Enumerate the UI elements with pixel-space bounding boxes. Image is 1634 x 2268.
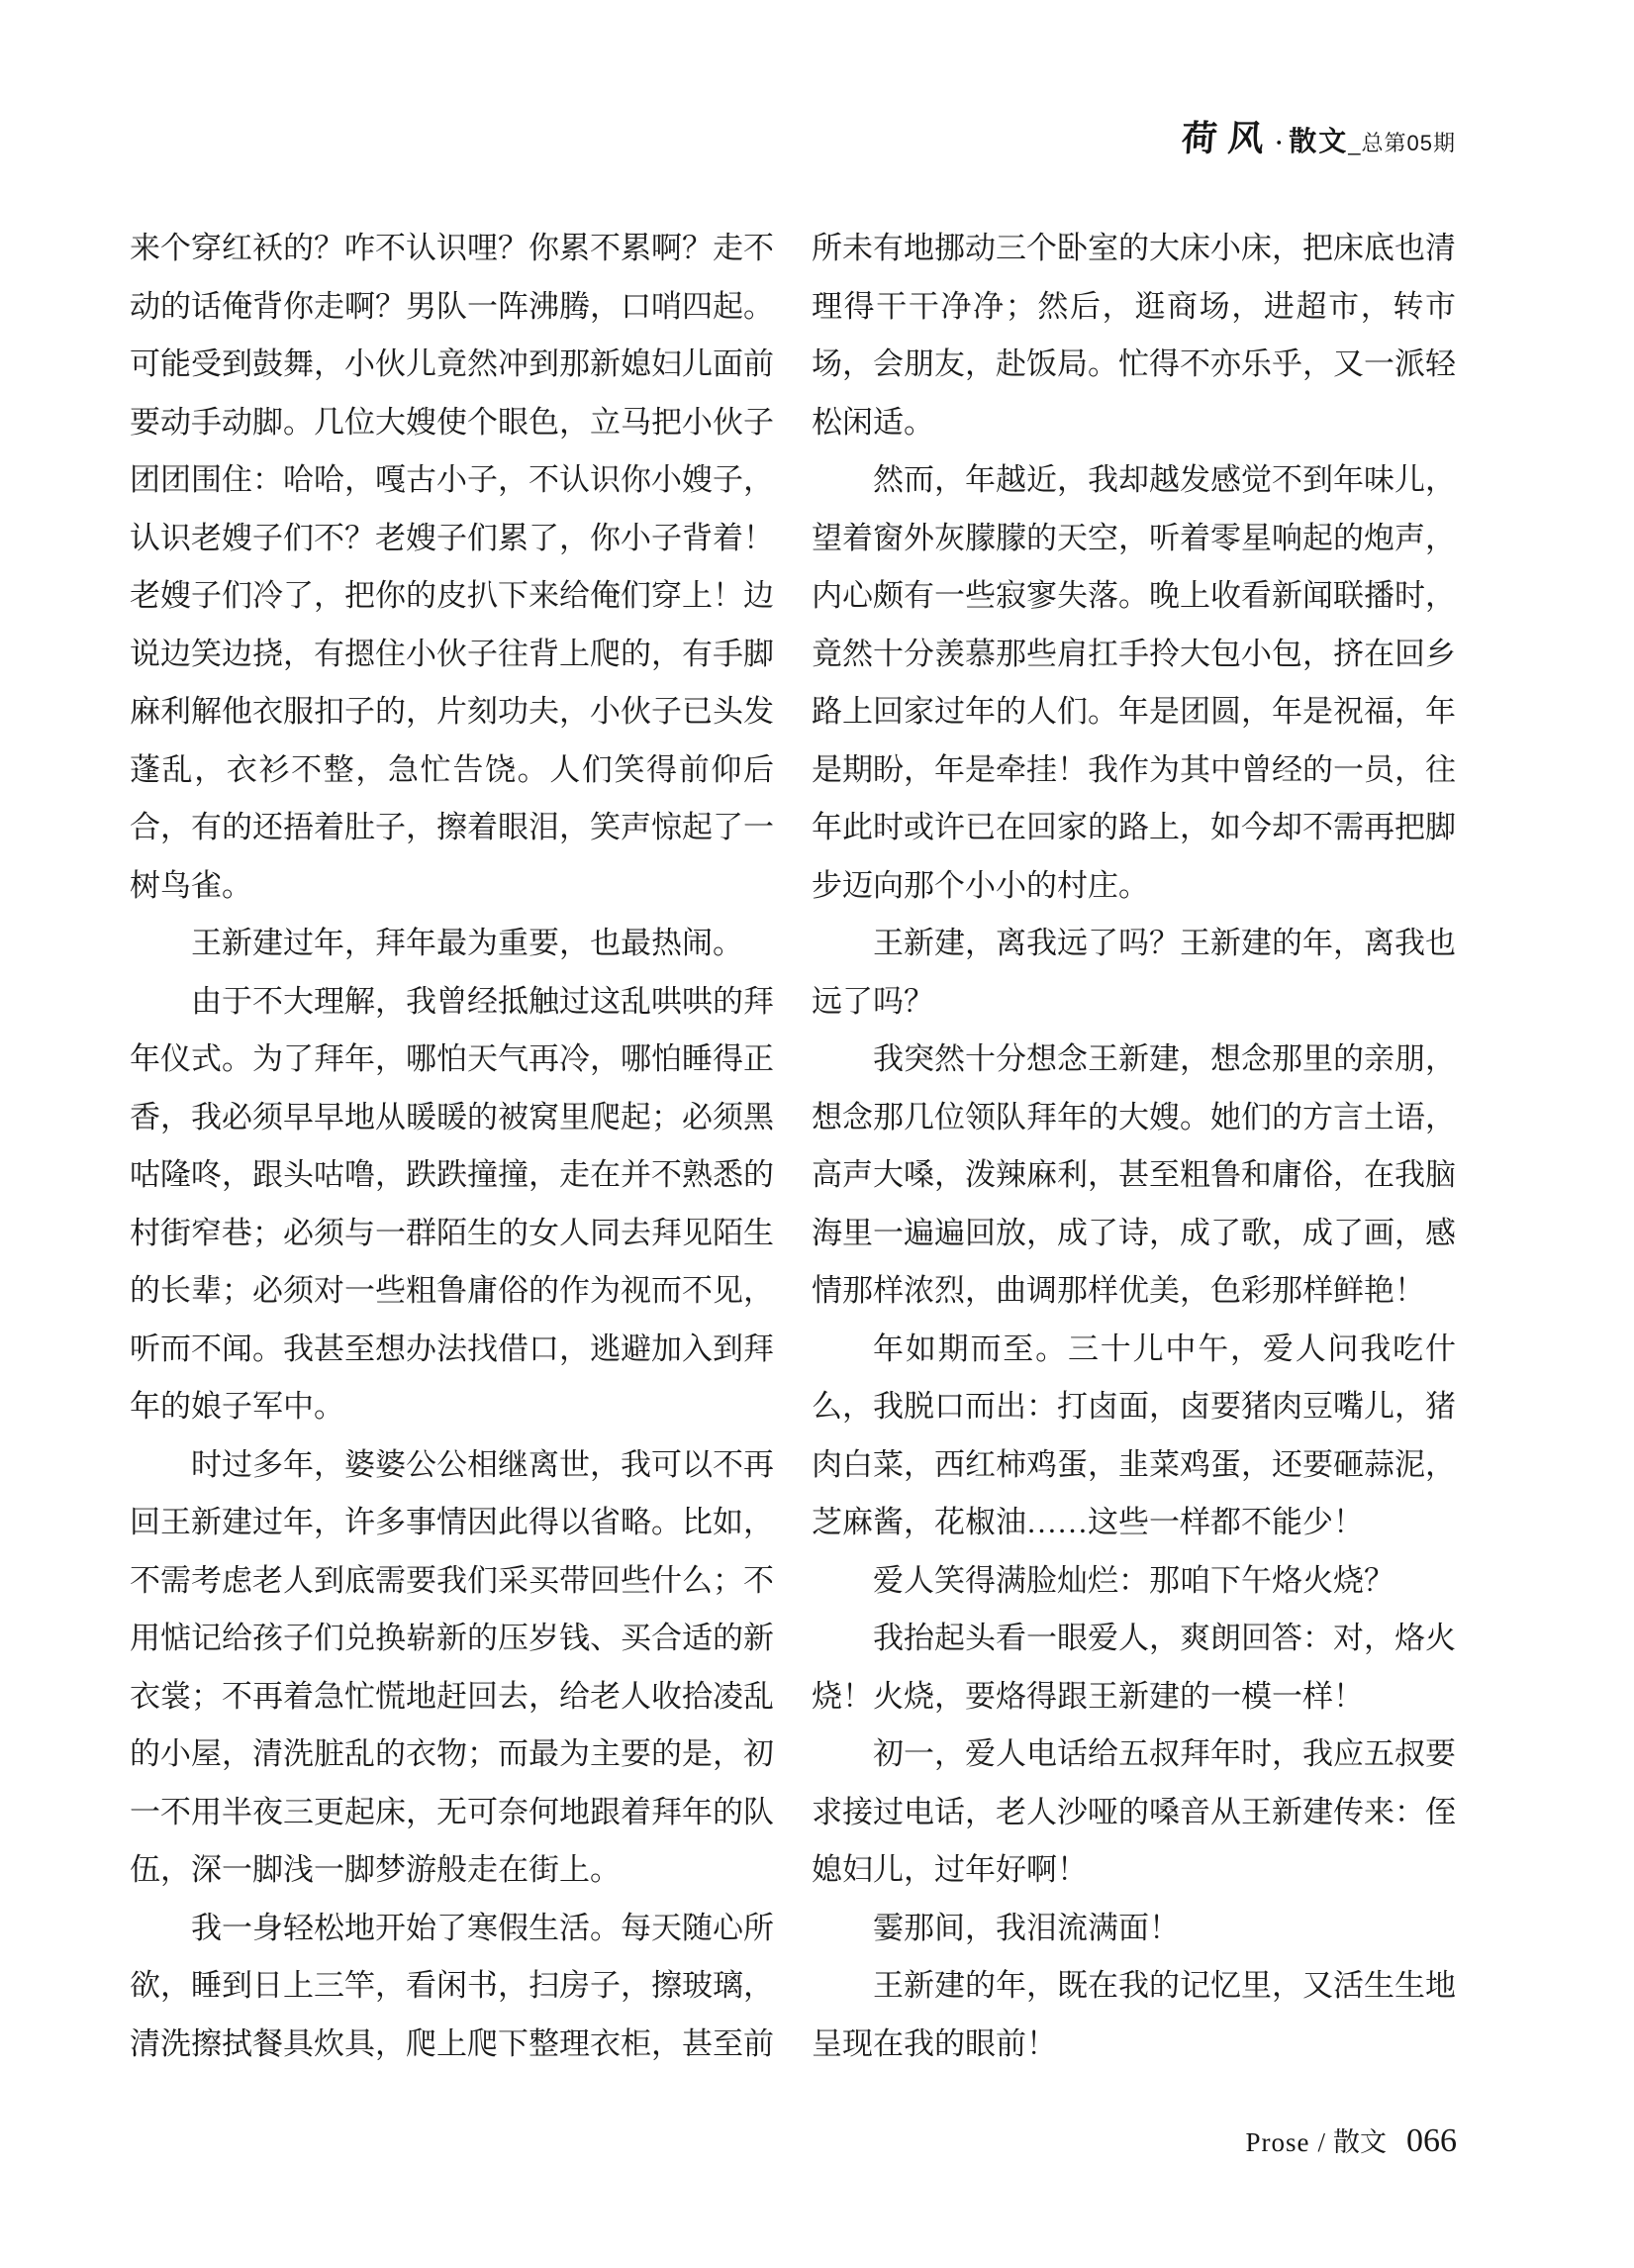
brand-category-label: 散文 xyxy=(1289,126,1349,156)
paragraph: 王新建过年，拜年最为重要，也最热闹。 xyxy=(191,926,743,960)
brand-script-logo: 荷风 xyxy=(1180,119,1277,158)
footer-section-label-zh: 散文 xyxy=(1333,2127,1387,2157)
header-separator-dot: · xyxy=(1275,131,1284,156)
paragraph: 时过多年，婆婆公公相继离世，我可以不再回王新建过年，许多事情因此得以省略。比如，不需考虑老人到底需要我们采买带回些什么；不用惦记给孩子们兑换崭新的压岁钱、买合适的新衣裳；不再着急忙慌地赶回去，给老人收拾凌乱的小屋，清洗脏乱的衣物；而最为主要的是，初一不用半夜三更起床，无可奈何地跟着拜年的队伍，深一脚浅一脚梦游般走在街上。 xyxy=(130,1446,774,1887)
paragraph: 我抬起头看一眼爱人，爽朗回答：对，烙火烧！火烧，要烙得跟王新建的一模一样！ xyxy=(812,1621,1456,1714)
paragraph: 由于不大理解，我曾经抵触过这乱哄哄的拜年仪式。为了拜年，哪怕天气再冷，哪怕睡得正香，我必须早早地从暖暖的被窝里爬起；必须黑咕隆咚，跟头咕噜，跌跌撞撞，走在并不熟悉的村街窄巷；必须与一群陌生的女人同去拜见陌生的长辈；必须对一些粗鲁庸俗的作为视而不见，听而不闻。我甚至想办法找借口，逃避加入到拜年的娘子军中。 xyxy=(130,983,774,1424)
paragraph: 霎那间，我泪流满面！ xyxy=(873,1910,1180,1945)
paragraph: 爱人笑得满脸灿烂：那咱下午烙火烧？ xyxy=(873,1562,1394,1598)
paragraph: 王新建，离我远了吗？王新建的年，离我也远了吗？ xyxy=(812,926,1456,1019)
magazine-header xyxy=(1182,111,1456,161)
paragraph: 然而，年越近，我却越发感觉不到年味儿，望着窗外灰朦朦的天空，听着零星响起的炮声，内心颇有一些寂寥失落。晚上收看新闻联播时，竟然十分羡慕那些肩扛手拎大包小包，挤在回乡路上回家过年的人们。年是团圆，年是祝福，年是期盼，年是牵挂！我作为其中曾经的一员，往年此时或许已在回家的路上，如今却不需再把脚步迈向那个小小的村庄。 xyxy=(812,462,1456,903)
paragraph: 来个穿红袄的？咋不认识哩？你累不累啊？走不动的话俺背你走啊？男队一阵沸腾，口哨四起。可能受到鼓舞，小伙儿竟然冲到那新媳妇儿面前要动手动脚。几位大嫂使个眼色，立马把小伙子团团围住：哈哈，嘎古小子，不认识你小嫂子，认识老嫂子们不？老嫂子们累了，你小子背着！老嫂子们冷了，把你的皮扒下来给俺们穿上！边说边笑边挠，有摁住小伙子往背上爬的，有手脚麻利解他衣服扣子的，片刻功夫，小伙子已头发蓬乱，衣衫不整，急忙告饶。人们笑得前仰后合，有的还捂着肚子，擦着眼泪，笑声惊起了一树鸟雀。 xyxy=(130,231,774,903)
paragraph: 王新建的年，既在我的记忆里，又活生生地呈现在我的眼前！ xyxy=(812,1968,1456,2061)
paragraph: 我一身轻松地开始了寒假生活。每天随心所欲，睡到日上三竿，看闲书，扫房子，擦玻璃，清洗擦拭餐具炊具，爬上爬下整理衣柜，甚至前 xyxy=(130,1910,774,2061)
paragraph: 初一，爱人电话给五叔拜年时，我应五叔要求接过电话，老人沙哑的嗓音从王新建传来：侄媳妇儿，过年好啊！ xyxy=(812,1736,1456,1887)
issue-number-label: _总第05期 xyxy=(1348,131,1456,155)
left-text-column xyxy=(130,220,774,2081)
page-number: 066 xyxy=(1406,2122,1457,2159)
right-text-column xyxy=(812,220,1456,2081)
paragraph: 我突然十分想念王新建，想念那里的亲朋，想念那几位领队拜年的大嫂。她们的方言土语，高声大嗓，泼辣麻利，甚至粗鲁和庸俗，在我脑海里一遍遍回放，成了诗，成了歌，成了画，感情那样浓烈，曲调那样优美，色彩那样鲜艳！ xyxy=(812,1041,1456,1308)
page-footer xyxy=(1245,2120,1457,2160)
paragraph: 所未有地挪动三个卧室的大床小床，把床底也清理得干干净净；然后，逛商场，进超市，转市场，会朋友，赴饭局。忙得不亦乐乎，又一派轻松闲适。 xyxy=(812,231,1456,440)
footer-section-label-en: Prose xyxy=(1245,2127,1310,2157)
paragraph: 年如期而至。三十儿中午，爱人问我吃什么，我脱口而出：打卤面，卤要猪肉豆嘴儿，猪肉白菜，西红柿鸡蛋，韭菜鸡蛋，还要砸蒜泥，芝麻酱，花椒油……这些一样都不能少！ xyxy=(812,1331,1456,1539)
footer-separator: / xyxy=(1317,2127,1325,2157)
